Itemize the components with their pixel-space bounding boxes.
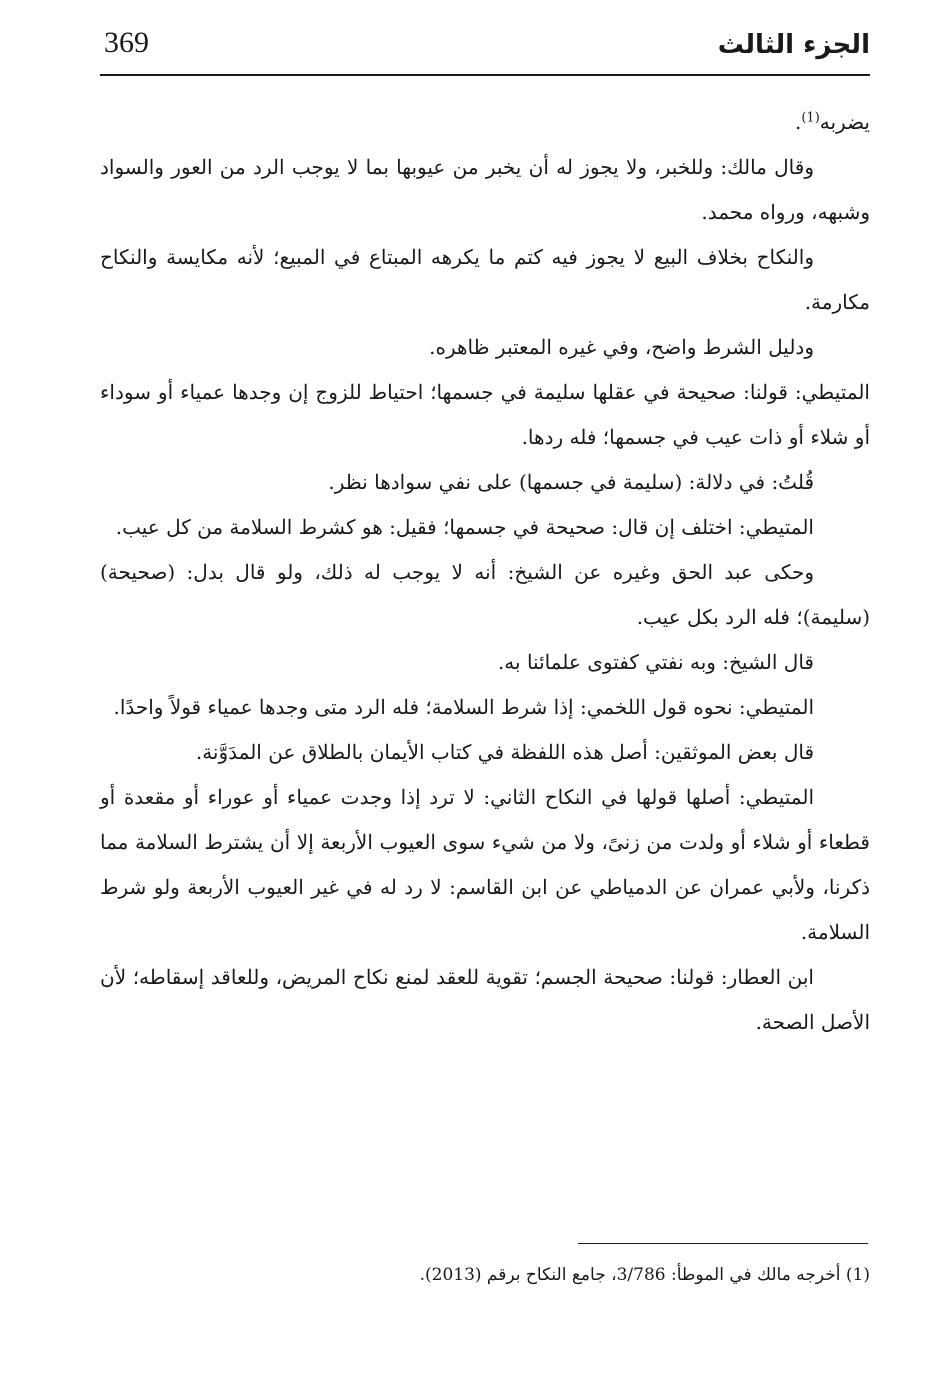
- paragraph-8: وحكى عبد الحق وغيره عن الشيخ: أنه لا يوجب له ذلك، ولو قال بدل: (صحيحة) (سليمة)؛ فله الرد بكل عيب.: [100, 560, 870, 629]
- main-text: [100, 100, 870, 1045]
- running-head: الجزء الثالث: [717, 30, 870, 60]
- header-rule: [100, 74, 870, 76]
- page-header: [100, 22, 870, 78]
- paragraph-3: والنكاح بخلاف البيع لا يجوز فيه كتم ما يكرهه المبتاع في المبيع؛ لأنه مكايسة والنكاح مكارمة.: [100, 245, 870, 314]
- paragraph-9: قال الشيخ: وبه نفتي كفتوى علمائنا به.: [497, 650, 814, 674]
- paragraph-1: يضربه$^{(1)}$.: [794, 110, 870, 134]
- paragraph-5: المتيطي: قولنا: صحيحة في عقلها سليمة في جسمها؛ احتياط للزوج إن وجدها عمياء أو سوداء أو شلاء أو ذات عيب في جسمها؛ فله ردها.: [100, 380, 870, 449]
- page-number: 369: [104, 26, 149, 59]
- paragraph-4: ودليل الشرط واضح، وفي غيره المعتبر ظاهره.: [429, 335, 814, 359]
- paragraph-11: قال بعض الموثقين: أصل هذه اللفظة في كتاب الأيمان بالطلاق عن المدَوَّنة.: [195, 740, 814, 764]
- paragraph-13: ابن العطار: قولنا: صحيحة الجسم؛ تقوية للعقد لمنع نكاح المريض، وللعاقد إسقاطه؛ لأن الأصل الصحة.: [100, 965, 870, 1034]
- paragraph-7: المتيطي: اختلف إن قال: صحيحة في جسمها؛ فقيل: هو كشرط السلامة من كل عيب.: [115, 515, 814, 539]
- paragraph-6: قُلتُ: في دلالة: (سليمة في جسمها) على نفي سوادها نظر.: [328, 470, 814, 494]
- paragraph-12: المتيطي: أصلها قولها في النكاح الثاني: لا ترد إذا وجدت عمياء أو عوراء أو مقعدة أو قطعاء أو شلاء أو ولدت من زنىً، ولا من شيء سوى العيوب الأربعة إلا أن يشترط السلامة مما ذكرنا، ولأبي عمران عن الدمياطي عن ابن القاسم: لا رد له في غير العيوب الأربعة ولو شرط السلامة.: [100, 785, 870, 944]
- paragraph-10: المتيطي: نحوه قول اللخمي: إذا شرط السلامة؛ فله الرد متى وجدها عمياء قولاً واحدًا.: [113, 695, 814, 719]
- footnote-marker: (1): [801, 110, 820, 126]
- paragraph-2: وقال مالك: وللخبر، ولا يجوز له أن يخبر من عيوبها بما لا يوجب الرد من العور والسواد وشبهه، ورواه محمد.: [100, 155, 870, 224]
- footnote: (1) أخرجه مالك في الموطأ: 3/786، جامع النكاح برقم (2013).: [419, 1265, 870, 1285]
